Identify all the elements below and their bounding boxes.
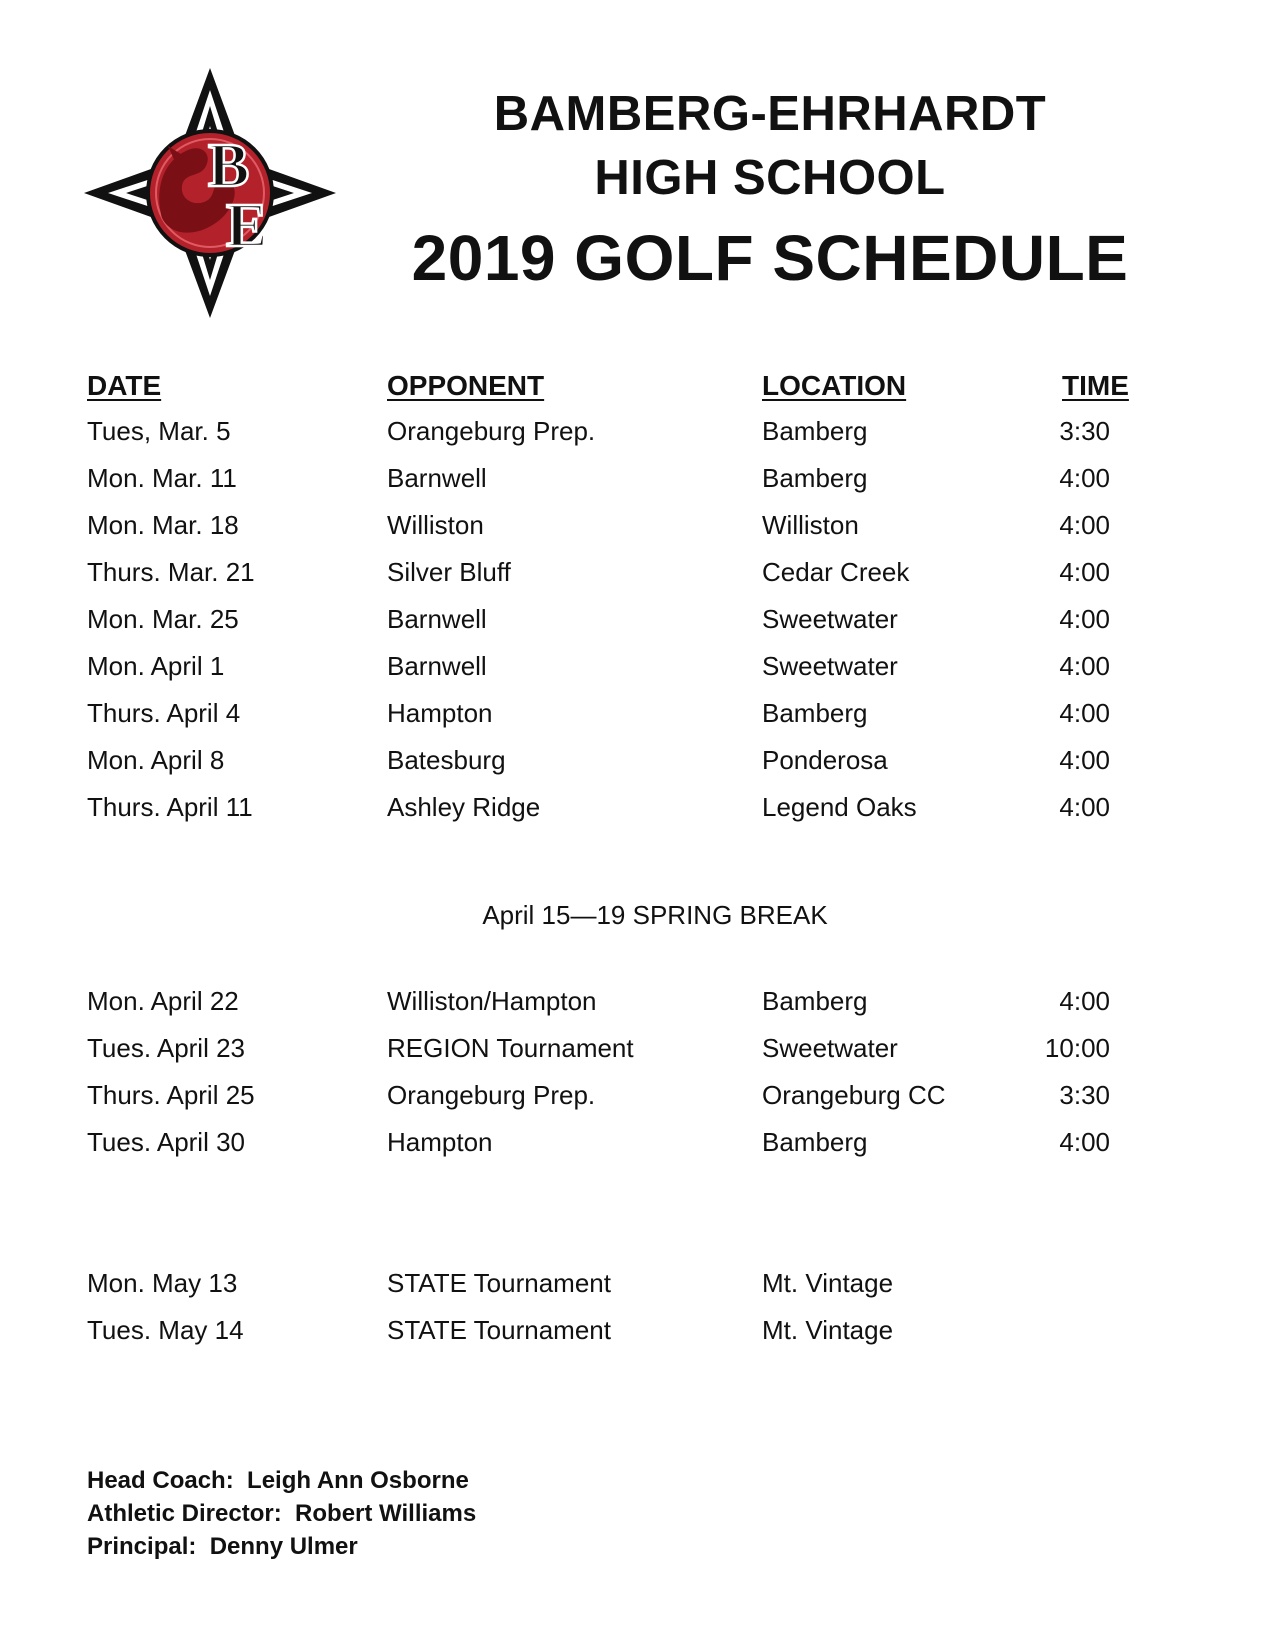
column-header-time: TIME xyxy=(1062,370,1129,401)
schedule-title: 2019 GOLF SCHEDULE xyxy=(411,222,1129,294)
row-location: Sweetwater xyxy=(762,1033,898,1063)
row-time: 3:30 xyxy=(1059,1080,1110,1110)
row-opponent: Silver Bluff xyxy=(387,557,511,587)
row-location: Bamberg xyxy=(762,1127,868,1157)
row-opponent: REGION Tournament xyxy=(387,1033,634,1063)
row-opponent: Hampton xyxy=(387,698,493,728)
row-time: 10:00 xyxy=(1044,1033,1110,1063)
staff-role: Principal: xyxy=(87,1533,197,1560)
column-header-opponent: OPPONENT xyxy=(387,370,545,401)
row-date: Thurs. Mar. 21 xyxy=(87,557,255,587)
row-opponent: Williston xyxy=(387,510,484,540)
row-date: Mon. April 1 xyxy=(87,651,225,681)
row-time: 4:00 xyxy=(1059,651,1110,681)
row-location: Legend Oaks xyxy=(762,792,917,822)
table-row xyxy=(0,1263,1275,1303)
row-date: Mon. Mar. 25 xyxy=(87,604,239,634)
staff-name: Leigh Ann Osborne xyxy=(247,1467,469,1494)
table-row xyxy=(0,1122,1275,1162)
row-location: Williston xyxy=(762,510,859,540)
logo-letter-b: B xyxy=(208,132,250,200)
row-location: Ponderosa xyxy=(762,745,888,775)
title-block xyxy=(380,82,1160,300)
row-time: 4:00 xyxy=(1059,557,1110,587)
row-date: Tues. April 30 xyxy=(87,1127,246,1157)
spring-break-note: April 15—19 SPRING BREAK xyxy=(482,900,828,930)
school-logo xyxy=(84,68,336,318)
row-location: Sweetwater xyxy=(762,651,898,681)
table-row xyxy=(0,1028,1275,1068)
table-row xyxy=(0,1075,1275,1115)
school-name-line-2: HIGH SCHOOL xyxy=(594,151,946,205)
row-opponent: STATE Tournament xyxy=(387,1315,611,1345)
row-time: 4:00 xyxy=(1059,698,1110,728)
row-time: 4:00 xyxy=(1059,792,1110,822)
staff-role: Head Coach: xyxy=(87,1467,234,1494)
staff-list xyxy=(87,1464,476,1563)
row-opponent: STATE Tournament xyxy=(387,1268,611,1298)
row-date: Mon. April 8 xyxy=(87,745,225,775)
staff-role: Athletic Director: xyxy=(87,1500,282,1527)
table-row xyxy=(0,411,1275,451)
row-date: Mon. April 22 xyxy=(87,986,239,1016)
table-row xyxy=(0,787,1275,827)
row-opponent: Orangeburg Prep. xyxy=(387,1080,596,1110)
row-location: Orangeburg CC xyxy=(762,1080,946,1110)
staff-principal xyxy=(87,1530,476,1563)
table-row xyxy=(0,599,1275,639)
table-row xyxy=(0,1310,1275,1350)
staff-name: Denny Ulmer xyxy=(209,1533,358,1560)
table-header xyxy=(0,370,1275,406)
dragon-star-logo-icon xyxy=(84,68,336,318)
column-header-date: DATE xyxy=(87,370,162,401)
row-date: Mon. May 13 xyxy=(87,1268,238,1298)
row-opponent: Barnwell xyxy=(387,604,487,634)
row-opponent: Barnwell xyxy=(387,463,487,493)
row-opponent: Williston/Hampton xyxy=(387,986,597,1016)
row-location: Bamberg xyxy=(762,698,868,728)
row-opponent: Batesburg xyxy=(387,745,506,775)
row-time: 4:00 xyxy=(1059,604,1110,634)
row-time: 4:00 xyxy=(1059,745,1110,775)
row-opponent: Ashley Ridge xyxy=(387,792,541,822)
staff-name: Robert Williams xyxy=(295,1500,477,1527)
row-opponent: Barnwell xyxy=(387,651,487,681)
table-row xyxy=(0,693,1275,733)
row-location: Bamberg xyxy=(762,416,868,446)
staff-head-coach xyxy=(87,1464,476,1497)
staff-athletic-director xyxy=(87,1497,476,1530)
column-header-location: LOCATION xyxy=(762,370,907,401)
table-row xyxy=(0,981,1275,1021)
row-time: 4:00 xyxy=(1059,463,1110,493)
row-date: Tues. April 23 xyxy=(87,1033,246,1063)
table-row xyxy=(0,458,1275,498)
row-time: 4:00 xyxy=(1059,1127,1110,1157)
school-name-line-1: BAMBERG-EHRHARDT xyxy=(493,87,1047,141)
logo-letter-e: E xyxy=(226,192,268,260)
table-row xyxy=(0,740,1275,780)
row-opponent: Orangeburg Prep. xyxy=(387,416,596,446)
row-time: 4:00 xyxy=(1059,986,1110,1016)
table-row xyxy=(0,552,1275,592)
row-date: Thurs. April 4 xyxy=(87,698,241,728)
row-location: Cedar Creek xyxy=(762,557,910,587)
row-location: Bamberg xyxy=(762,986,868,1016)
row-date: Mon. Mar. 11 xyxy=(87,463,237,493)
row-date: Tues. May 14 xyxy=(87,1315,244,1345)
row-date: Thurs. April 11 xyxy=(87,792,253,822)
table-row xyxy=(0,646,1275,686)
row-time: 4:00 xyxy=(1059,510,1110,540)
row-date: Thurs. April 25 xyxy=(87,1080,255,1110)
row-time: 3:30 xyxy=(1059,416,1110,446)
row-location: Mt. Vintage xyxy=(762,1268,894,1298)
row-location: Sweetwater xyxy=(762,604,898,634)
row-location: Mt. Vintage xyxy=(762,1315,894,1345)
row-date: Mon. Mar. 18 xyxy=(87,510,239,540)
table-row xyxy=(0,505,1275,545)
row-date: Tues, Mar. 5 xyxy=(87,416,231,446)
row-location: Bamberg xyxy=(762,463,868,493)
row-opponent: Hampton xyxy=(387,1127,493,1157)
